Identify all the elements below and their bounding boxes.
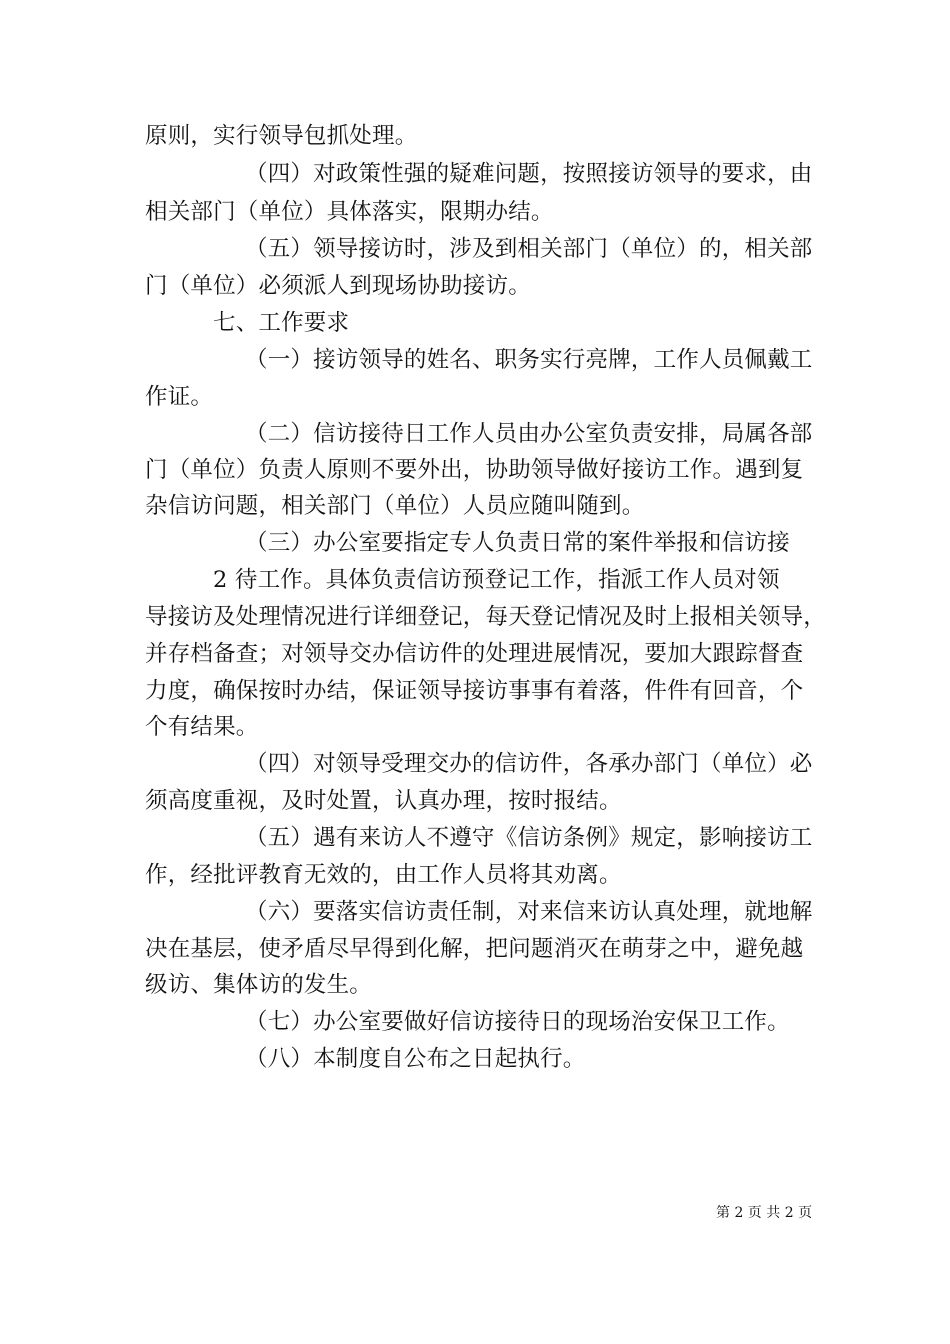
text-line-7: （一）接访领导的姓名、职务实行亮牌，工作人员佩戴工 [245, 347, 813, 373]
text-line-3: 相关部门（单位）具体落实，限期办结。 [145, 199, 554, 225]
text-line-5: 门（单位）必须派人到现场协助接访。 [145, 273, 531, 299]
text-line-2: （四）对政策性强的疑难问题，按照接访领导的要求，由 [245, 161, 813, 187]
text-line-10: 门（单位）负责人原则不要外出，协助领导做好接访工作。遇到复 [145, 457, 804, 483]
text-line-20: （五）遇有来访人不遵守《信访条例》规定，影响接访工 [245, 825, 813, 851]
text-line-14: 导接访及处理情况进行详细登记，每天登记情况及时上报相关领导， [145, 604, 827, 630]
text-line-15: 并存档备查；对领导交办信访件的处理进展情况，要加大跟踪督查 [145, 641, 804, 667]
text-line-24: 级访、集体访的发生。 [145, 972, 373, 998]
text-line-16: 力度，确保按时办结，保证领导接访事事有着落，件件有回音，个 [145, 678, 804, 704]
text-line-19: 须高度重视，及时处置，认真办理，按时报结。 [145, 788, 622, 814]
text-line-22: （六）要落实信访责任制，对来信来访认真处理，就地解 [245, 899, 813, 925]
section-heading: 七、工作要求 [213, 310, 350, 336]
text-line-17: 个有结果。 [145, 714, 259, 740]
text-line-21: 作，经批评教育无效的，由工作人员将其劝离。 [145, 862, 622, 888]
text-line-26: （八）本制度自公布之日起执行。 [245, 1046, 586, 1072]
text-line-1: 原则，实行领导包抓处理。 [145, 123, 418, 149]
text-line-18: （四）对领导受理交办的信访件，各承办部门（单位）必 [245, 751, 813, 777]
text-line-11: 杂信访问题，相关部门（单位）人员应随叫随到。 [145, 493, 645, 519]
text-line-12: （三）办公室要指定专人负责日常的案件举报和信访接 [245, 530, 790, 556]
text-line-4: （五）领导接访时，涉及到相关部门（单位）的，相关部 [245, 236, 813, 262]
text-line-8: 作证。 [145, 384, 214, 410]
text-line-13: 2 待工作。具体负责信访预登记工作，指派工作人员对领 [213, 567, 780, 593]
text-line-9: （二）信访接待日工作人员由办公室负责安排，局属各部 [245, 421, 813, 447]
text-line-25: （七）办公室要做好信访接待日的现场治安保卫工作。 [245, 1009, 790, 1035]
text-line-23: 决在基层，使矛盾尽早得到化解，把问题消灭在萌芽之中，避免越 [145, 936, 804, 962]
page-number: 第 2 页 共 2 页 [716, 1205, 813, 1221]
